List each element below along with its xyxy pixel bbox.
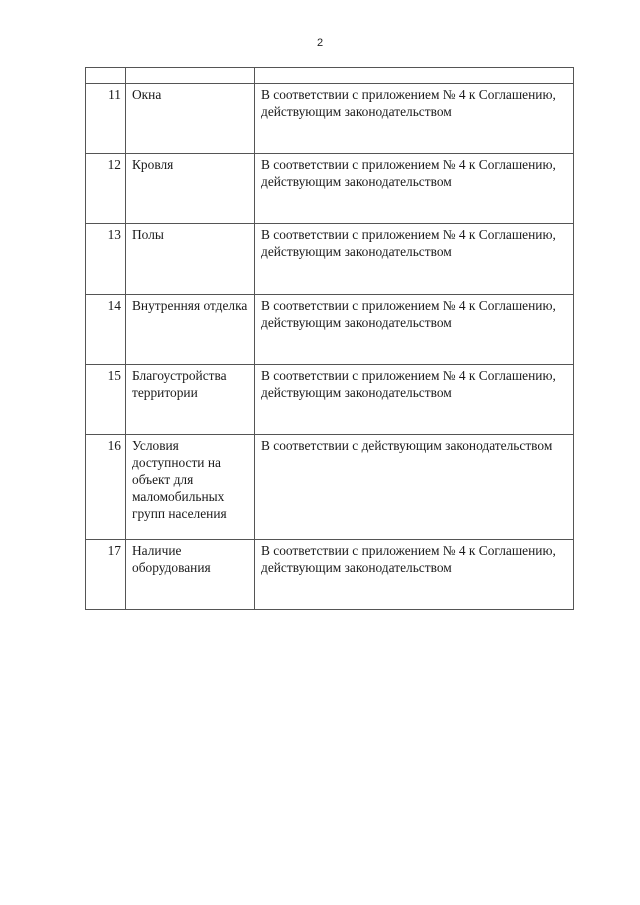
header-cell-num: [86, 68, 126, 84]
row-number: 14: [86, 295, 126, 365]
header-cell-description: [255, 68, 574, 84]
row-description: В соответствии с приложением № 4 к Соглашению, действующим законодательством: [255, 540, 574, 610]
row-name: Наличие оборудования: [126, 540, 255, 610]
row-name: Благоустройства территории: [126, 365, 255, 435]
row-name: Условия доступности на объект для маломобильных групп населения: [126, 435, 255, 540]
page-number: 2: [316, 37, 324, 49]
table-row: [86, 435, 574, 540]
row-description: В соответствии с приложением № 4 к Соглашению, действующим законодательством: [255, 365, 574, 435]
table-row: [86, 224, 574, 295]
header-cell-name: [126, 68, 255, 84]
table-row: [86, 295, 574, 365]
row-description: В соответствии с действующим законодательством: [255, 435, 574, 540]
table-row: [86, 84, 574, 154]
row-name: Кровля: [126, 154, 255, 224]
row-number: 15: [86, 365, 126, 435]
row-name: Внутренняя отделка: [126, 295, 255, 365]
table-row: [86, 365, 574, 435]
row-number: 17: [86, 540, 126, 610]
requirements-table: [85, 67, 574, 610]
row-number: 13: [86, 224, 126, 295]
row-number: 11: [86, 84, 126, 154]
table-row: [86, 540, 574, 610]
table-row: [86, 154, 574, 224]
row-number: 16: [86, 435, 126, 540]
row-name: Окна: [126, 84, 255, 154]
row-name: Полы: [126, 224, 255, 295]
row-description: В соответствии с приложением № 4 к Соглашению, действующим законодательством: [255, 84, 574, 154]
row-description: В соответствии с приложением № 4 к Соглашению, действующим законодательством: [255, 295, 574, 365]
row-description: В соответствии с приложением № 4 к Соглашению, действующим законодательством: [255, 154, 574, 224]
table-header-row: [86, 68, 574, 84]
row-description: В соответствии с приложением № 4 к Соглашению, действующим законодательством: [255, 224, 574, 295]
row-number: 12: [86, 154, 126, 224]
